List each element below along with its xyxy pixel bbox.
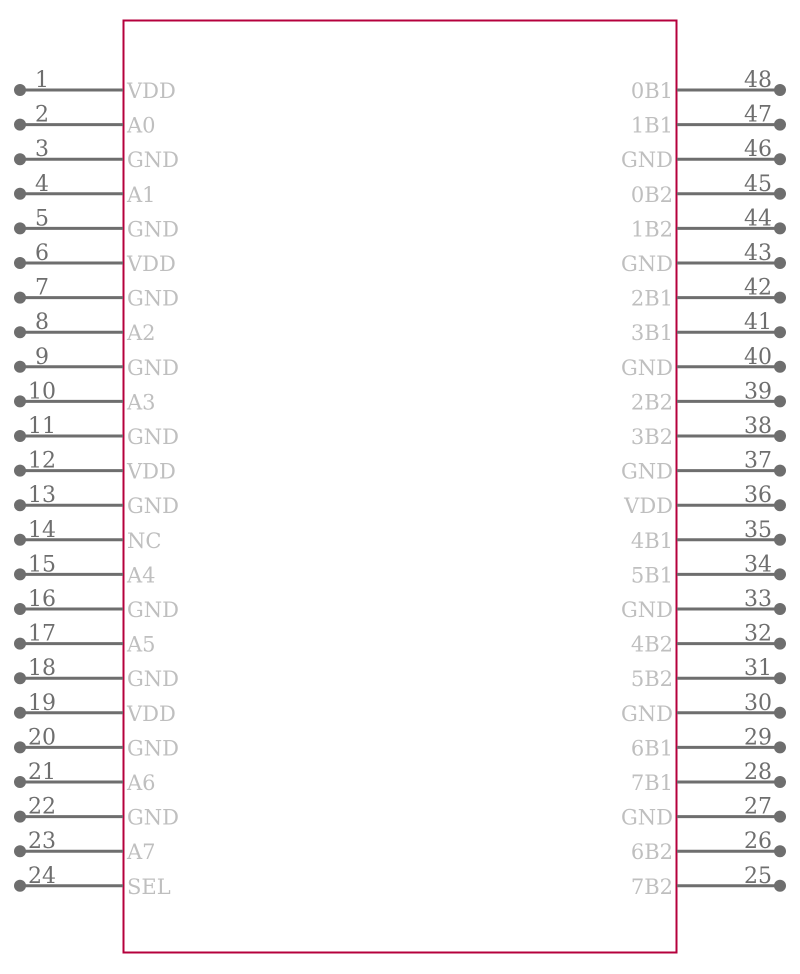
pin-number: 11: [28, 414, 56, 439]
pin-label: GND: [621, 355, 673, 380]
pin-label: 5B2: [630, 667, 673, 692]
pin-number: 37: [744, 448, 772, 474]
pin-29: [631, 725, 786, 760]
pin-endpoint-dot: [14, 845, 26, 857]
pin-35: [631, 518, 786, 553]
pin-endpoint-dot: [774, 776, 786, 788]
pin-32: [631, 622, 786, 657]
pin-label: VDD: [127, 252, 176, 276]
pin-4: [14, 172, 156, 207]
pin-endpoint-dot: [774, 741, 786, 753]
pin-10: [14, 379, 156, 414]
pin-label: 2B1: [630, 286, 673, 311]
pin-22: [14, 795, 179, 830]
pin-14: [14, 518, 161, 553]
pin-21: [14, 760, 156, 795]
pin-7: [14, 276, 179, 311]
pin-label: VDD: [127, 459, 176, 484]
pin-number: 4: [35, 171, 49, 197]
pin-38: [631, 414, 786, 449]
pin-label: GND: [127, 425, 179, 449]
pin-number: 40: [744, 344, 772, 370]
pin-endpoint-dot: [774, 845, 786, 857]
pin-endpoint-dot: [14, 153, 26, 165]
pin-25: [631, 864, 786, 899]
pin-number: 10: [28, 379, 56, 405]
pin-9: [14, 345, 179, 380]
pin-endpoint-dot: [774, 880, 786, 892]
pin-2: [14, 103, 156, 138]
pin-number: 3: [35, 137, 49, 163]
pin-41: [631, 310, 786, 345]
pin-endpoint-dot: [14, 811, 26, 823]
pin-label: 3B2: [630, 425, 673, 449]
pin-label: GND: [127, 286, 179, 311]
pin-number: 12: [28, 448, 56, 474]
pin-endpoint-dot: [14, 707, 26, 719]
pin-label: GND: [621, 459, 673, 484]
pin-34: [631, 552, 786, 587]
pin-endpoint-dot: [774, 222, 786, 234]
pin-number: 22: [28, 794, 56, 820]
pin-23: [14, 829, 156, 864]
pin-number: 19: [28, 690, 56, 716]
pin-44: [631, 206, 786, 241]
pin-endpoint-dot: [774, 257, 786, 269]
pin-6: [14, 241, 176, 276]
pin-number: 5: [35, 206, 49, 232]
pin-28: [631, 760, 786, 795]
pin-16: [14, 587, 179, 622]
pin-endpoint-dot: [14, 395, 26, 407]
pin-number: 8: [35, 310, 49, 336]
pin-endpoint-dot: [14, 222, 26, 234]
pin-13: [14, 483, 179, 518]
pin-endpoint-dot: [774, 534, 786, 546]
pin-endpoint-dot: [14, 603, 26, 615]
pin-endpoint-dot: [14, 880, 26, 892]
pin-number: 2: [35, 102, 49, 128]
pin-number: 14: [28, 517, 56, 543]
pin-47: [631, 103, 786, 138]
pin-48: [631, 68, 786, 103]
pin-endpoint-dot: [14, 326, 26, 338]
pin-endpoint-dot: [14, 499, 26, 511]
pin-endpoint-dot: [14, 292, 26, 304]
pin-label: NC: [127, 528, 162, 553]
pin-label: A5: [127, 632, 156, 657]
pin-endpoint-dot: [774, 430, 786, 442]
pin-endpoint-dot: [774, 119, 786, 131]
pin-number: 48: [744, 68, 772, 93]
pin-endpoint-dot: [14, 84, 26, 96]
pin-endpoint-dot: [14, 534, 26, 546]
pin-label: GND: [127, 736, 179, 761]
pin-number: 31: [744, 656, 772, 682]
pin-number: 26: [744, 829, 772, 855]
pin-label: GND: [127, 217, 179, 242]
pin-17: [14, 622, 156, 657]
pin-label: GND: [127, 805, 179, 830]
pin-label: A1: [127, 182, 156, 207]
pin-label: VDD: [127, 701, 176, 726]
pin-18: [14, 656, 179, 691]
pin-label: 6B2: [630, 840, 673, 865]
pin-endpoint-dot: [774, 465, 786, 477]
pin-number: 46: [744, 137, 772, 163]
left-pin-column: [14, 68, 179, 899]
pin-number: 1: [35, 68, 49, 93]
pin-label: GND: [621, 148, 673, 173]
right-pin-column: [621, 68, 786, 899]
pin-number: 43: [744, 241, 772, 266]
pin-label: A0: [127, 113, 156, 138]
pin-endpoint-dot: [774, 603, 786, 615]
pin-label: GND: [621, 252, 673, 276]
pin-31: [631, 656, 786, 691]
pin-label: A7: [127, 840, 156, 865]
pin-label: GND: [127, 598, 179, 622]
pin-number: 24: [28, 863, 56, 889]
pin-number: 41: [744, 310, 772, 336]
pin-number: 39: [744, 379, 772, 405]
pin-endpoint-dot: [14, 776, 26, 788]
pin-endpoint-dot: [14, 741, 26, 753]
pin-46: [621, 137, 786, 172]
pin-11: [14, 414, 179, 449]
pin-40: [621, 345, 786, 380]
pin-1: [14, 68, 176, 103]
pin-number: 15: [28, 552, 56, 578]
pin-label: 0B1: [630, 79, 673, 103]
pin-endpoint-dot: [774, 395, 786, 407]
pin-number: 29: [744, 725, 772, 751]
pin-26: [631, 829, 786, 864]
pin-number: 33: [744, 587, 772, 612]
pin-27: [621, 795, 786, 830]
pin-label: VDD: [127, 79, 176, 103]
pin-43: [621, 241, 786, 276]
pin-label: A2: [127, 321, 156, 346]
pin-endpoint-dot: [14, 188, 26, 200]
pin-8: [14, 310, 156, 345]
pin-number: 23: [28, 829, 56, 855]
pin-label: GND: [621, 701, 673, 726]
pin-number: 16: [28, 587, 56, 612]
pin-label: A4: [127, 563, 156, 588]
pin-number: 28: [744, 760, 772, 785]
pin-endpoint-dot: [774, 292, 786, 304]
pin-endpoint-dot: [14, 257, 26, 269]
pin-number: 9: [35, 344, 49, 370]
pin-endpoint-dot: [774, 811, 786, 823]
pin-label: 7B1: [630, 771, 673, 795]
pin-endpoint-dot: [774, 638, 786, 650]
pin-number: 17: [28, 621, 56, 647]
pin-19: [14, 691, 176, 726]
pin-label: 7B2: [630, 874, 673, 899]
pin-number: 21: [28, 760, 56, 785]
pin-37: [621, 449, 786, 484]
pin-36: [623, 483, 786, 518]
pin-label: 0B2: [630, 182, 673, 207]
pin-label: GND: [621, 805, 673, 830]
pin-endpoint-dot: [774, 153, 786, 165]
pin-number: 44: [744, 206, 772, 232]
pin-number: 27: [744, 794, 772, 820]
pin-label: VDD: [624, 494, 673, 519]
pin-label: GND: [127, 494, 179, 519]
pin-endpoint-dot: [774, 499, 786, 511]
pin-label: 4B1: [630, 528, 673, 553]
pin-42: [631, 276, 786, 311]
pin-15: [14, 552, 156, 587]
pin-3: [14, 137, 179, 172]
pin-30: [621, 691, 786, 726]
pin-number: 20: [28, 725, 56, 751]
pin-number: 30: [744, 690, 772, 716]
pin-number: 25: [744, 863, 772, 889]
pin-endpoint-dot: [14, 465, 26, 477]
pin-33: [621, 587, 786, 622]
pin-12: [14, 449, 176, 484]
pin-number: 36: [744, 483, 772, 509]
pin-endpoint-dot: [774, 361, 786, 373]
pin-number: 6: [35, 241, 49, 266]
pin-endpoint-dot: [14, 638, 26, 650]
pin-label: GND: [621, 598, 673, 622]
pin-label: 6B1: [630, 736, 673, 761]
pin-endpoint-dot: [14, 430, 26, 442]
pin-label: SEL: [127, 874, 171, 899]
pin-label: A3: [127, 390, 156, 415]
pin-label: GND: [127, 355, 179, 380]
pin-24: [14, 864, 171, 899]
pin-label: 2B2: [630, 390, 673, 415]
pin-endpoint-dot: [14, 672, 26, 684]
pin-label: 1B1: [630, 113, 673, 138]
pin-label: A6: [127, 771, 156, 795]
pin-20: [14, 725, 179, 760]
pin-5: [14, 206, 179, 241]
pin-label: GND: [127, 148, 179, 173]
pin-number: 45: [744, 171, 772, 197]
pin-endpoint-dot: [774, 84, 786, 96]
pin-number: 13: [28, 483, 56, 509]
pin-39: [631, 379, 786, 414]
pin-number: 35: [744, 517, 772, 543]
pin-endpoint-dot: [774, 707, 786, 719]
pin-label: 3B1: [630, 321, 673, 346]
pin-number: 7: [35, 275, 49, 301]
pin-endpoint-dot: [14, 119, 26, 131]
pin-endpoint-dot: [774, 672, 786, 684]
pin-number: 47: [744, 102, 772, 128]
pin-endpoint-dot: [774, 326, 786, 338]
pin-number: 18: [28, 656, 56, 682]
pin-endpoint-dot: [14, 361, 26, 373]
pin-number: 42: [744, 275, 772, 301]
pin-label: 1B2: [630, 217, 673, 242]
pin-label: 5B1: [630, 563, 673, 588]
pin-label: GND: [127, 667, 179, 692]
pin-number: 34: [744, 552, 772, 578]
pin-number: 32: [744, 621, 772, 647]
pin-endpoint-dot: [774, 568, 786, 580]
pin-number: 38: [744, 414, 772, 439]
pin-label: 4B2: [630, 632, 673, 657]
ic-body-outline: [124, 21, 677, 953]
pin-endpoint-dot: [14, 568, 26, 580]
pin-45: [631, 172, 786, 207]
pin-endpoint-dot: [774, 188, 786, 200]
